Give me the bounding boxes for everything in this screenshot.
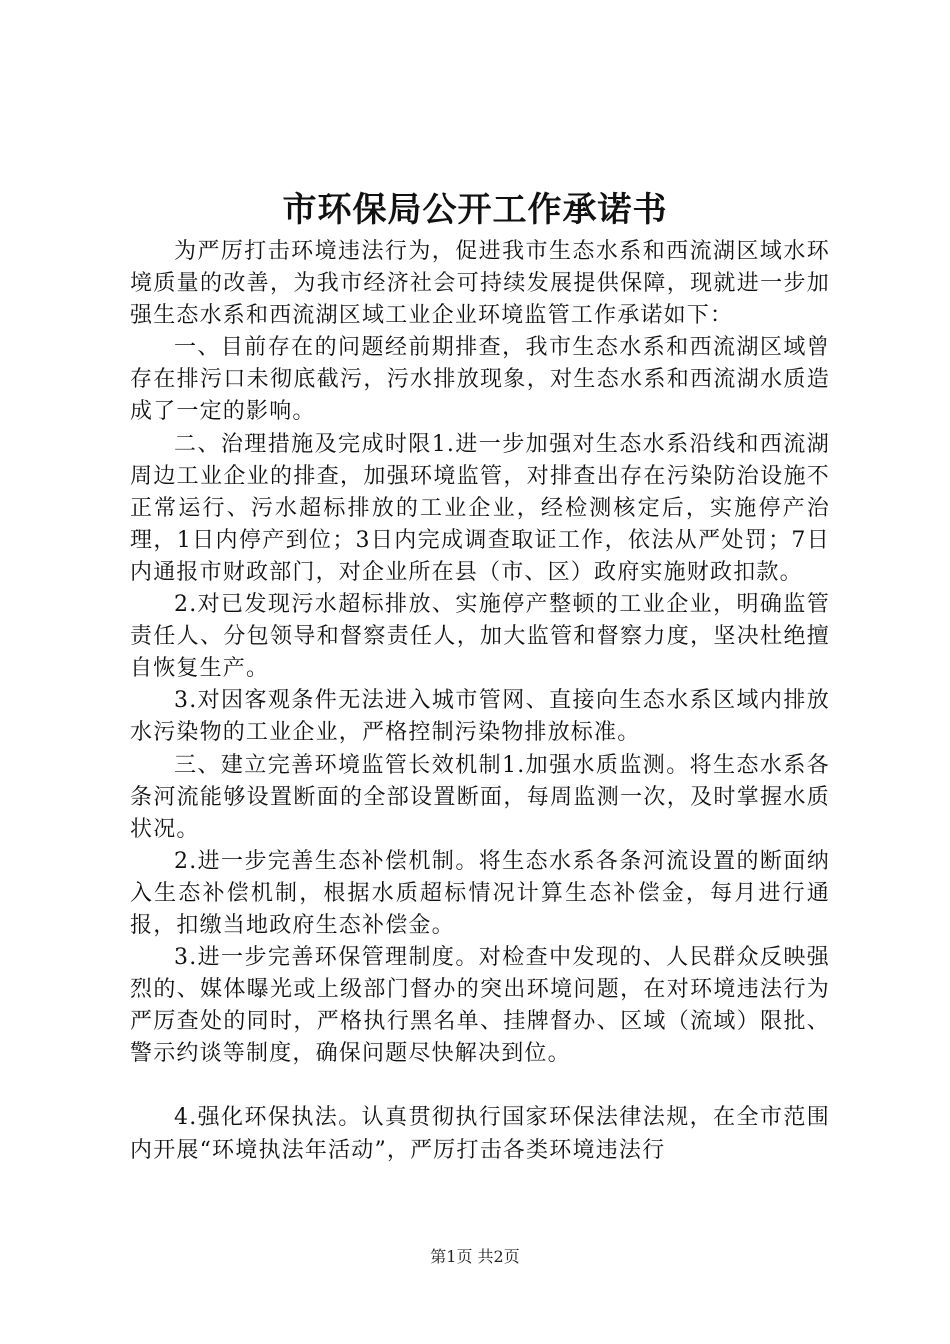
paragraph-intro: 为严厉打击环境违法行为，促进我市生态水系和西流湖区域水环境质量的改善，为我市经济社会可持续发展提供保障，现就进一步加强生态水系和西流湖区域工业企业环境监管工作承诺如下： [130, 239, 830, 329]
document-title: 市环保局公开工作承诺书 [282, 190, 668, 230]
paragraph-section-1: 一、目前存在的问题经前期排查，我市生态水系和西流湖区域曾存在排污口未彻底截污，污水排放现象，对生态水系和西流湖水质造成了一定的影响。 [130, 335, 830, 425]
paragraph-item-3-4: 4.强化环保执法。认真贯彻执行国家环保法律法规，在全市范围内开展“环境执法年活动”，严厉打击各类环境违法行 [130, 1105, 830, 1163]
paragraph-item-3-3: 3.进一步完善环保管理制度。对检查中发现的、人民群众反映强烈的、媒体曝光或上级部门督办的突出环境问题，在对环境违法行为严厉查处的同时，严格执行黑名单、挂牌督办、区域（流域）限批、警示约谈等制度，确保问题尽快解决到位。 [130, 945, 830, 1067]
paragraph-item-2-3: 3.对因客观条件无法进入城市管网、直接向生态水系区域内排放水污染物的工业企业，严格控制污染物排放标准。 [130, 688, 830, 746]
document-body [130, 236, 830, 1167]
page-number: 第1页 共2页 [430, 1247, 520, 1266]
paragraph-section-2: 二、治理措施及完成时限1.进一步加强对生态水系沿线和西流湖周边工业企业的排查，加强环境监管，对排查出存在污染防治设施不正常运行、污水超标排放的工业企业，经检测核定后，实施停产治理，1日内停产到位；3日内完成调查取证工作，依法从严处罚；7日内通报市财政部门，对企业所在县（市、区）政府实施财政扣款。 [130, 431, 830, 585]
paragraph-item-3-2: 2.进一步完善生态补偿机制。将生态水系各条河流设置的断面纳入生态补偿机制，根据水质超标情况计算生态补偿金，每月进行通报，扣缴当地政府生态补偿金。 [130, 848, 830, 938]
paragraph-section-3: 三、建立完善环境监管长效机制1.加强水质监测。将生态水系各条河流能够设置断面的全部设置断面，每周监测一次，及时掌握水质状况。 [130, 752, 830, 842]
paragraph-item-2-2: 2.对已发现污水超标排放、实施停产整顿的工业企业，明确监管责任人、分包领导和督察责任人，加大监管和督察力度，坚决杜绝擅自恢复生产。 [130, 592, 830, 682]
